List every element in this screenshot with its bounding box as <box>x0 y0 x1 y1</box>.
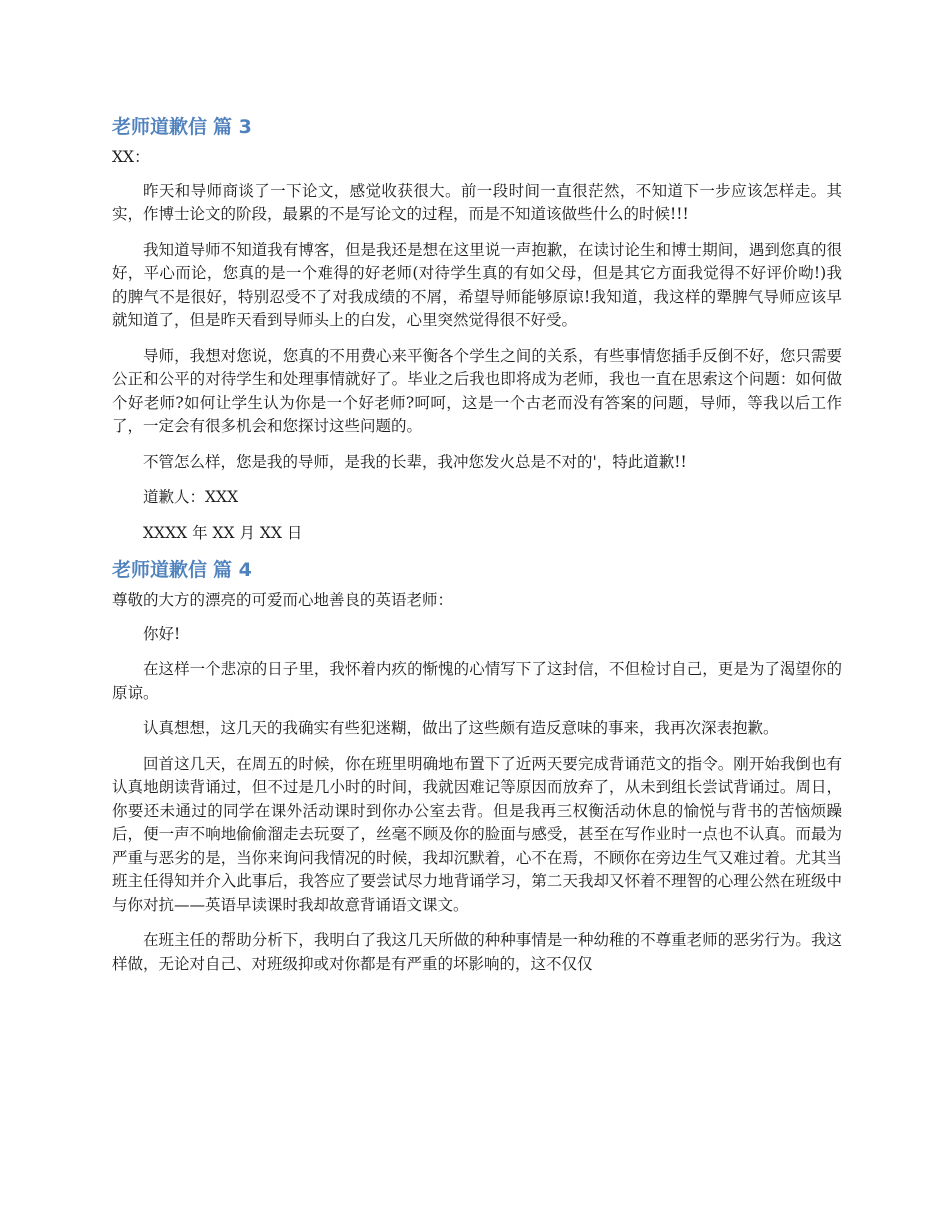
paragraph: 不管怎么样，您是我的导师，是我的长辈，我冲您发火总是不对的'，特此道歉!! <box>143 452 687 471</box>
section-heading <box>112 114 842 140</box>
heading-title: 老师道歉信 <box>112 116 208 138</box>
section-heading <box>112 557 842 583</box>
paragraph: 导师，我想对您说，您真的不用费心来平衡各个学生之间的关系，有些事情您插手反倒不好，您只需要公正和公平的对待学生和处理事情就好了。毕业之后我也即将成为老师，我也一直在思索这个问题：如何做个好老师?如何让学生认为你是一个好老师?呵呵，这是一个古老而没有答案的问题，导师，等我以后工作了，一定会有很多机会和您探讨这些问题的。 <box>112 346 842 435</box>
date-line: XXXX 年 XX 月 XX 日 <box>143 523 303 542</box>
signature-line: 道歉人：XXX <box>143 488 239 506</box>
salutation: 尊敬的大方的漂亮的可爱而心地善良的英语老师： <box>112 591 454 609</box>
letter-section-4 <box>112 557 842 976</box>
letter-section-3 <box>112 114 842 545</box>
paragraph: 在这样一个悲凉的日子里，我怀着内疚的惭愧的心情写下了这封信，不但检讨自己，更是为了渴望你的原谅。 <box>112 660 842 702</box>
paragraph: 昨天和导师商谈了一下论文，感觉收获很大。前一段时间一直很茫然，不知道下一步应该怎样走。其实，作博士论文的阶段，最累的不是写论文的过程，而是不知道该做些什么的时候!!! <box>112 181 842 223</box>
salutation: XX： <box>112 148 150 166</box>
paragraph: 我知道导师不知道我有博客，但是我还是想在这里说一声抱歉，在读讨论生和博士期间，遇到您真的很好，平心而论，您真的是一个难得的好老师(对待学生真的有如父母，但是其它方面我觉得不好评价呦!)我的脾气不是很好，特别忍受不了对我成绩的不屑，希望导师能够原谅!我知道，我这样的犟脾气导师应该早就知道了，但是昨天看到导师头上的白发，心里突然觉得很不好受。 <box>112 240 842 329</box>
paragraph: 认真想想，这几天的我确实有些犯迷糊，做出了这些颇有造反意味的事来，我再次深表抱歉。 <box>143 719 779 737</box>
heading-title: 老师道歉信 <box>112 559 208 581</box>
heading-number: 篇 4 <box>213 559 252 581</box>
paragraph: 回首这几天，在周五的时候，你在班里明确地布置下了近两天要完成背诵范文的指令。刚开始我倒也有认真地朗读背诵过，但不过是几小时的时间，我就因难记等原因而放弃了，从未到组长尝试背诵过。周日，你要还未通过的同学在课外活动课时到你办公室去背。但是我再三权衡活动休息的愉悦与背书的苦恼烦躁后，便一声不响地偷偷溜走去玩耍了，丝毫不顾及你的脸面与感受，甚至在写作业时一点也不认真。而最为严重与恶劣的是，当你来询问我情况的时候，我却沉默着，心不在焉，不顾你在旁边生气又难过着。尤其当班主任得知并介入此事后，我答应了要尝试尽力地背诵学习，第二天我却又怀着不理智的心理公然在班级中与你对抗——英语早读课时我却故意背诵语文课文。 <box>112 754 842 914</box>
document-page <box>112 108 842 988</box>
greeting: 你好! <box>143 624 181 643</box>
paragraph: 在班主任的帮助分析下，我明白了我这几天所做的种种事情是一种幼稚的不尊重老师的恶劣行为。我这样做，无论对自己、对班级抑或对你都是有严重的坏影响的，这不仅仅 <box>112 931 842 973</box>
heading-number: 篇 3 <box>213 116 252 138</box>
